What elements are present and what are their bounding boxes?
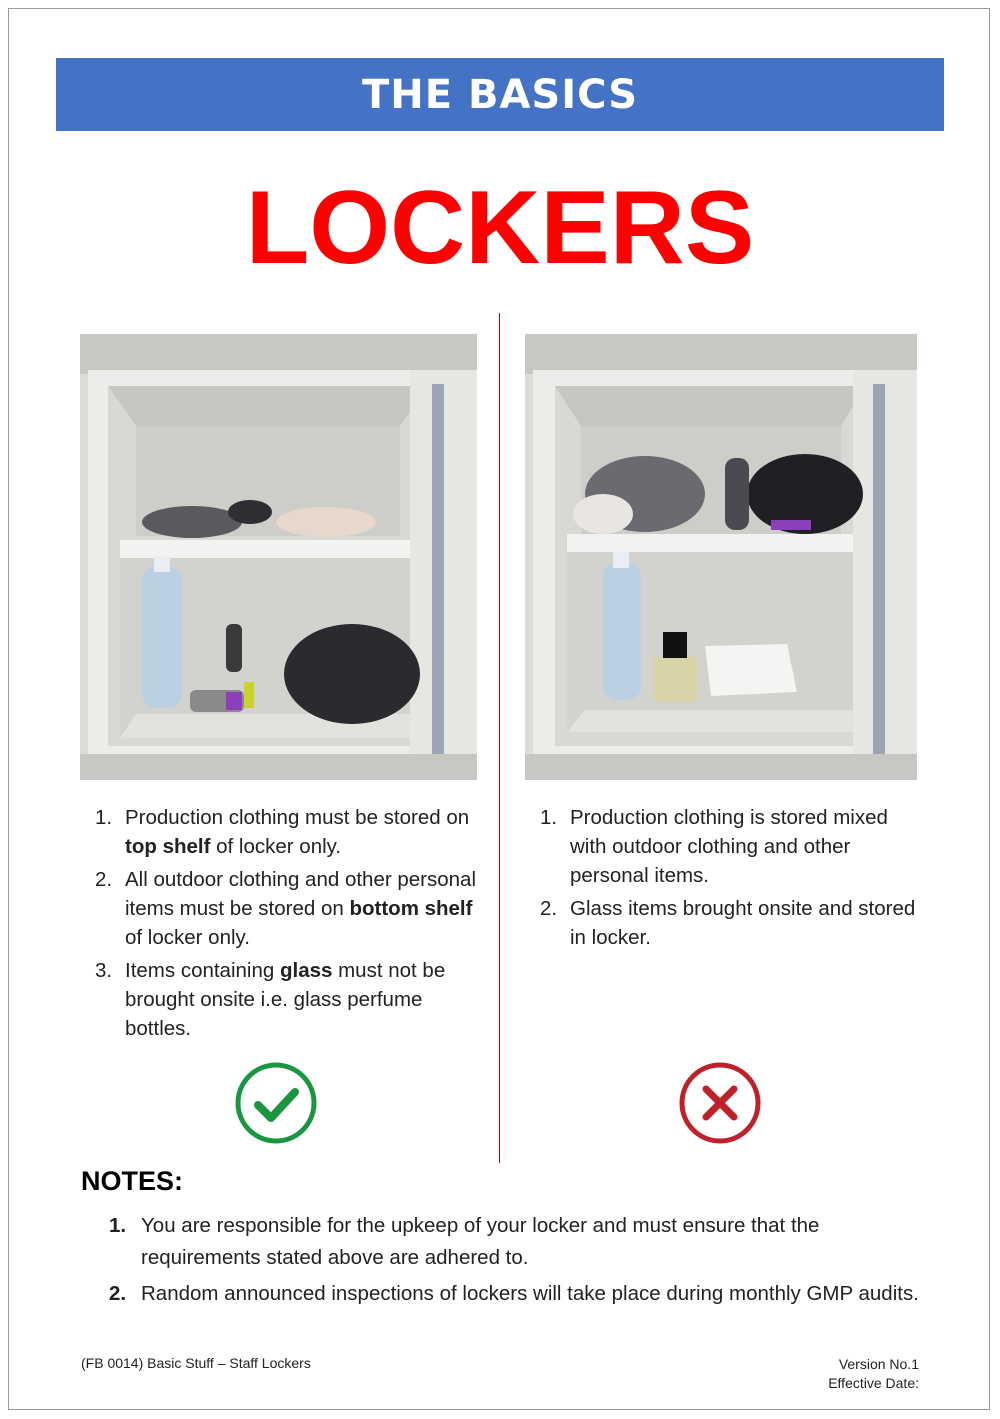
- list-item: 1. Production clothing must be stored on top shelf of locker only.: [95, 806, 470, 858]
- check-icon: [234, 1061, 318, 1145]
- effective-date: Effective Date:: [828, 1375, 919, 1391]
- document-reference: (FB 0014) Basic Stuff – Staff Lockers: [81, 1355, 311, 1371]
- version-number: Version No.1: [838, 1356, 919, 1372]
- correct-practice-list: [80, 803, 480, 1047]
- notes-list: [81, 1210, 921, 1314]
- version-info: [828, 1355, 919, 1393]
- note-item: 1. You are responsible for the upkeep of your locker and must ensure that the requirements stated above are adhered to.: [109, 1214, 820, 1269]
- locker-correct-photo: [80, 334, 477, 780]
- locker-incorrect-photo: [525, 334, 917, 780]
- list-item: 2. Glass items brought onsite and stored in locker.: [540, 897, 916, 949]
- banner-title: THE BASICS: [361, 71, 639, 118]
- list-item: 3. Items containing glass must not be brought onsite i.e. glass perfume bottles.: [95, 959, 446, 1040]
- list-item: 2. All outdoor clothing and other personal items must be stored on bottom shelf of locker only.: [95, 868, 477, 949]
- incorrect-practice-list: [525, 803, 925, 956]
- page-title: LOCKERS: [245, 170, 755, 286]
- list-item: 1. Production clothing is stored mixed with outdoor clothing and other personal items.: [540, 806, 888, 887]
- header-banner: [56, 58, 944, 131]
- cross-icon: [678, 1061, 762, 1145]
- column-divider: [499, 313, 500, 1163]
- notes-heading: NOTES:: [81, 1166, 184, 1196]
- note-item: 2. Random announced inspections of lockers will take place during monthly GMP audits.: [109, 1282, 919, 1305]
